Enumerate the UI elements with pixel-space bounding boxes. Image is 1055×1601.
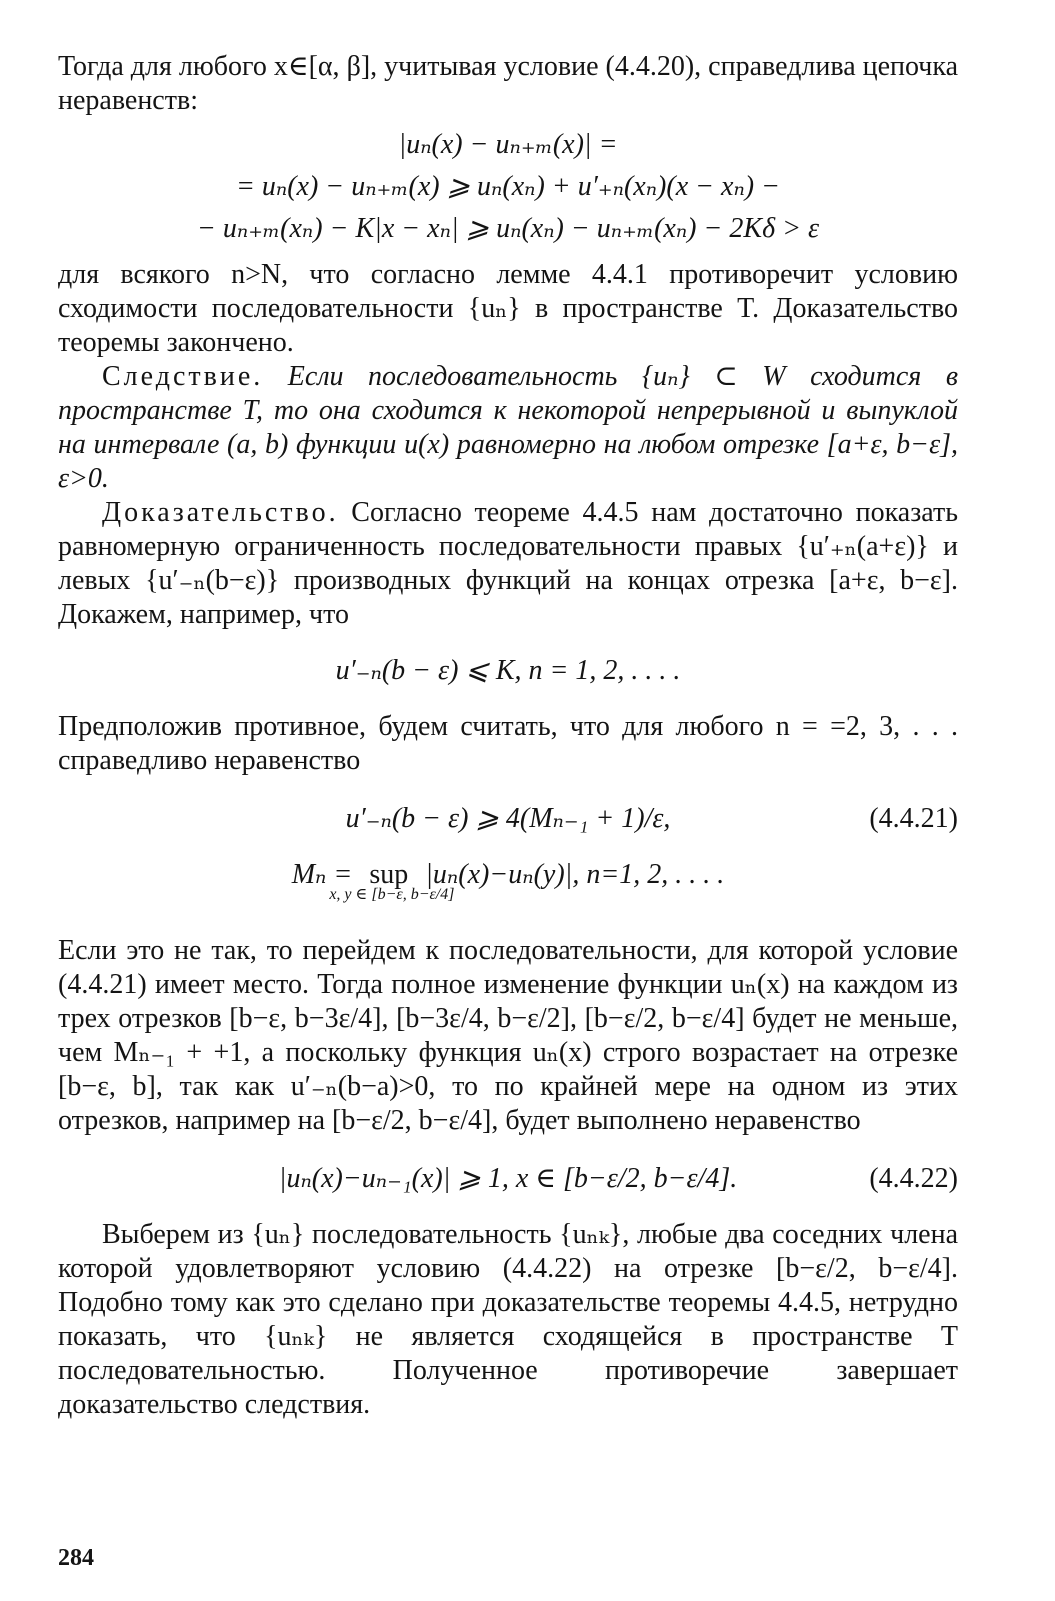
equation-M-definition xyxy=(58,858,958,920)
equation-M-right: |uₙ(x)−uₙ(y)|, n=1, 2, . . . . xyxy=(425,859,725,890)
equation-4-4-21-label: (4.4.21) xyxy=(869,803,958,834)
chain-line-1: |uₙ(x) − uₙ₊ₘ(x)| = xyxy=(398,129,618,160)
proof-label: Доказательство. xyxy=(102,497,339,528)
inequality-chain xyxy=(58,128,958,246)
page-number: 284 xyxy=(58,1545,94,1571)
equation-4-4-22-label: (4.4.22) xyxy=(869,1163,958,1194)
chain-line-3: − uₙ₊ₘ(xₙ) − K|x − xₙ| ⩾ uₙ(xₙ) − uₙ₊ₘ(xₙ) − 2Kδ > ε xyxy=(196,213,820,244)
proof xyxy=(58,496,958,632)
paragraph-intro: Тогда для любого x∈[α, β], учитывая условие (4.4.20), справедлива цепочка неравенств: xyxy=(58,51,958,116)
equation-M-left: Mₙ = xyxy=(291,859,353,890)
corollary-text: Если последовательность {uₙ} ⊂ W сходится в пространстве T, то она сходится к некоторой непрерывной и выпуклой на интервале (a, b) функции u(x) равномерно на любом отрезке [a+ε, b−ε], ε>0. xyxy=(58,361,959,494)
chain-line-2: = uₙ(x) − uₙ₊ₘ(x) ⩾ uₙ(xₙ) + u′₊ₙ(xₙ)(x − xₙ) − xyxy=(235,171,781,202)
sup-text: sup xyxy=(369,859,409,890)
sup-operator xyxy=(329,858,455,903)
equation-4-4-21 xyxy=(58,802,958,836)
sup-subscript: x, y ∈ [b−ε, b−ε/4] xyxy=(329,886,455,903)
equation-bound xyxy=(58,654,958,688)
equation-4-4-21-text: u′₋ₙ(b − ε) ⩾ 4(Mₙ₋₁ + 1)/ε, xyxy=(345,803,671,834)
paragraph-total-variation: Если это не так, то перейдем к последовательности, для которой условие (4.4.21) имеет место. Тогда полное изменение функции uₙ(x) на каждом из трех отрезков [b−ε, b−3ε/4], [b−3ε/4, b−ε/2], [b−ε/2, b−ε/4] будет не меньше, чем Mₙ₋₁ + +1, а поскольку функция uₙ(x) строго возрастает на отрезке [b−ε, b], так как u′₋ₙ(b−a)>0, то по крайней мере на одном из этих отрезков, например на [b−ε/2, b−ε/4], будет выполнено неравенство xyxy=(58,935,958,1136)
proof-text: Согласно теореме 4.4.5 нам достаточно показать равномерную ограниченность последовательности правых {u′₊ₙ(a+ε)} и левых {u′₋ₙ(b−ε)} производных функций на концах отрезка [a+ε, b−ε]. Докажем, например, что xyxy=(58,497,958,630)
paragraph-conclusion: Выберем из {uₙ} последовательность {uₙₖ}, любые два соседних члена которой удовлетворяют условию (4.4.22) на отрезке [b−ε/2, b−ε/4]. Подобно тому как это сделано при доказательстве теоремы 4.4.5, нетрудно показать, что {uₙₖ} не является сходящейся в пространстве T последовательностью. Полученное противоречие завершает доказательство следствия. xyxy=(58,1219,958,1420)
page-body xyxy=(58,50,958,1422)
paragraph-contradiction: для всякого n>N, что согласно лемме 4.4.1 противоречит условию сходимости последовательности {uₙ} в пространстве T. Доказательство теоремы закончено. xyxy=(58,259,958,358)
equation-4-4-22 xyxy=(58,1162,958,1196)
equation-bound-text: u′₋ₙ(b − ε) ⩽ K, n = 1, 2, . . . . xyxy=(335,655,681,686)
corollary-label: Следствие. xyxy=(102,361,264,392)
paragraph-assumption: Предположив противное, будем считать, что для любого n = =2, 3, . . . справедливо неравенство xyxy=(58,711,958,776)
equation-4-4-22-text: |uₙ(x)−uₙ₋₁(x)| ⩾ 1, x ∈ [b−ε/2, b−ε/4]. xyxy=(278,1163,738,1194)
corollary xyxy=(58,360,958,496)
